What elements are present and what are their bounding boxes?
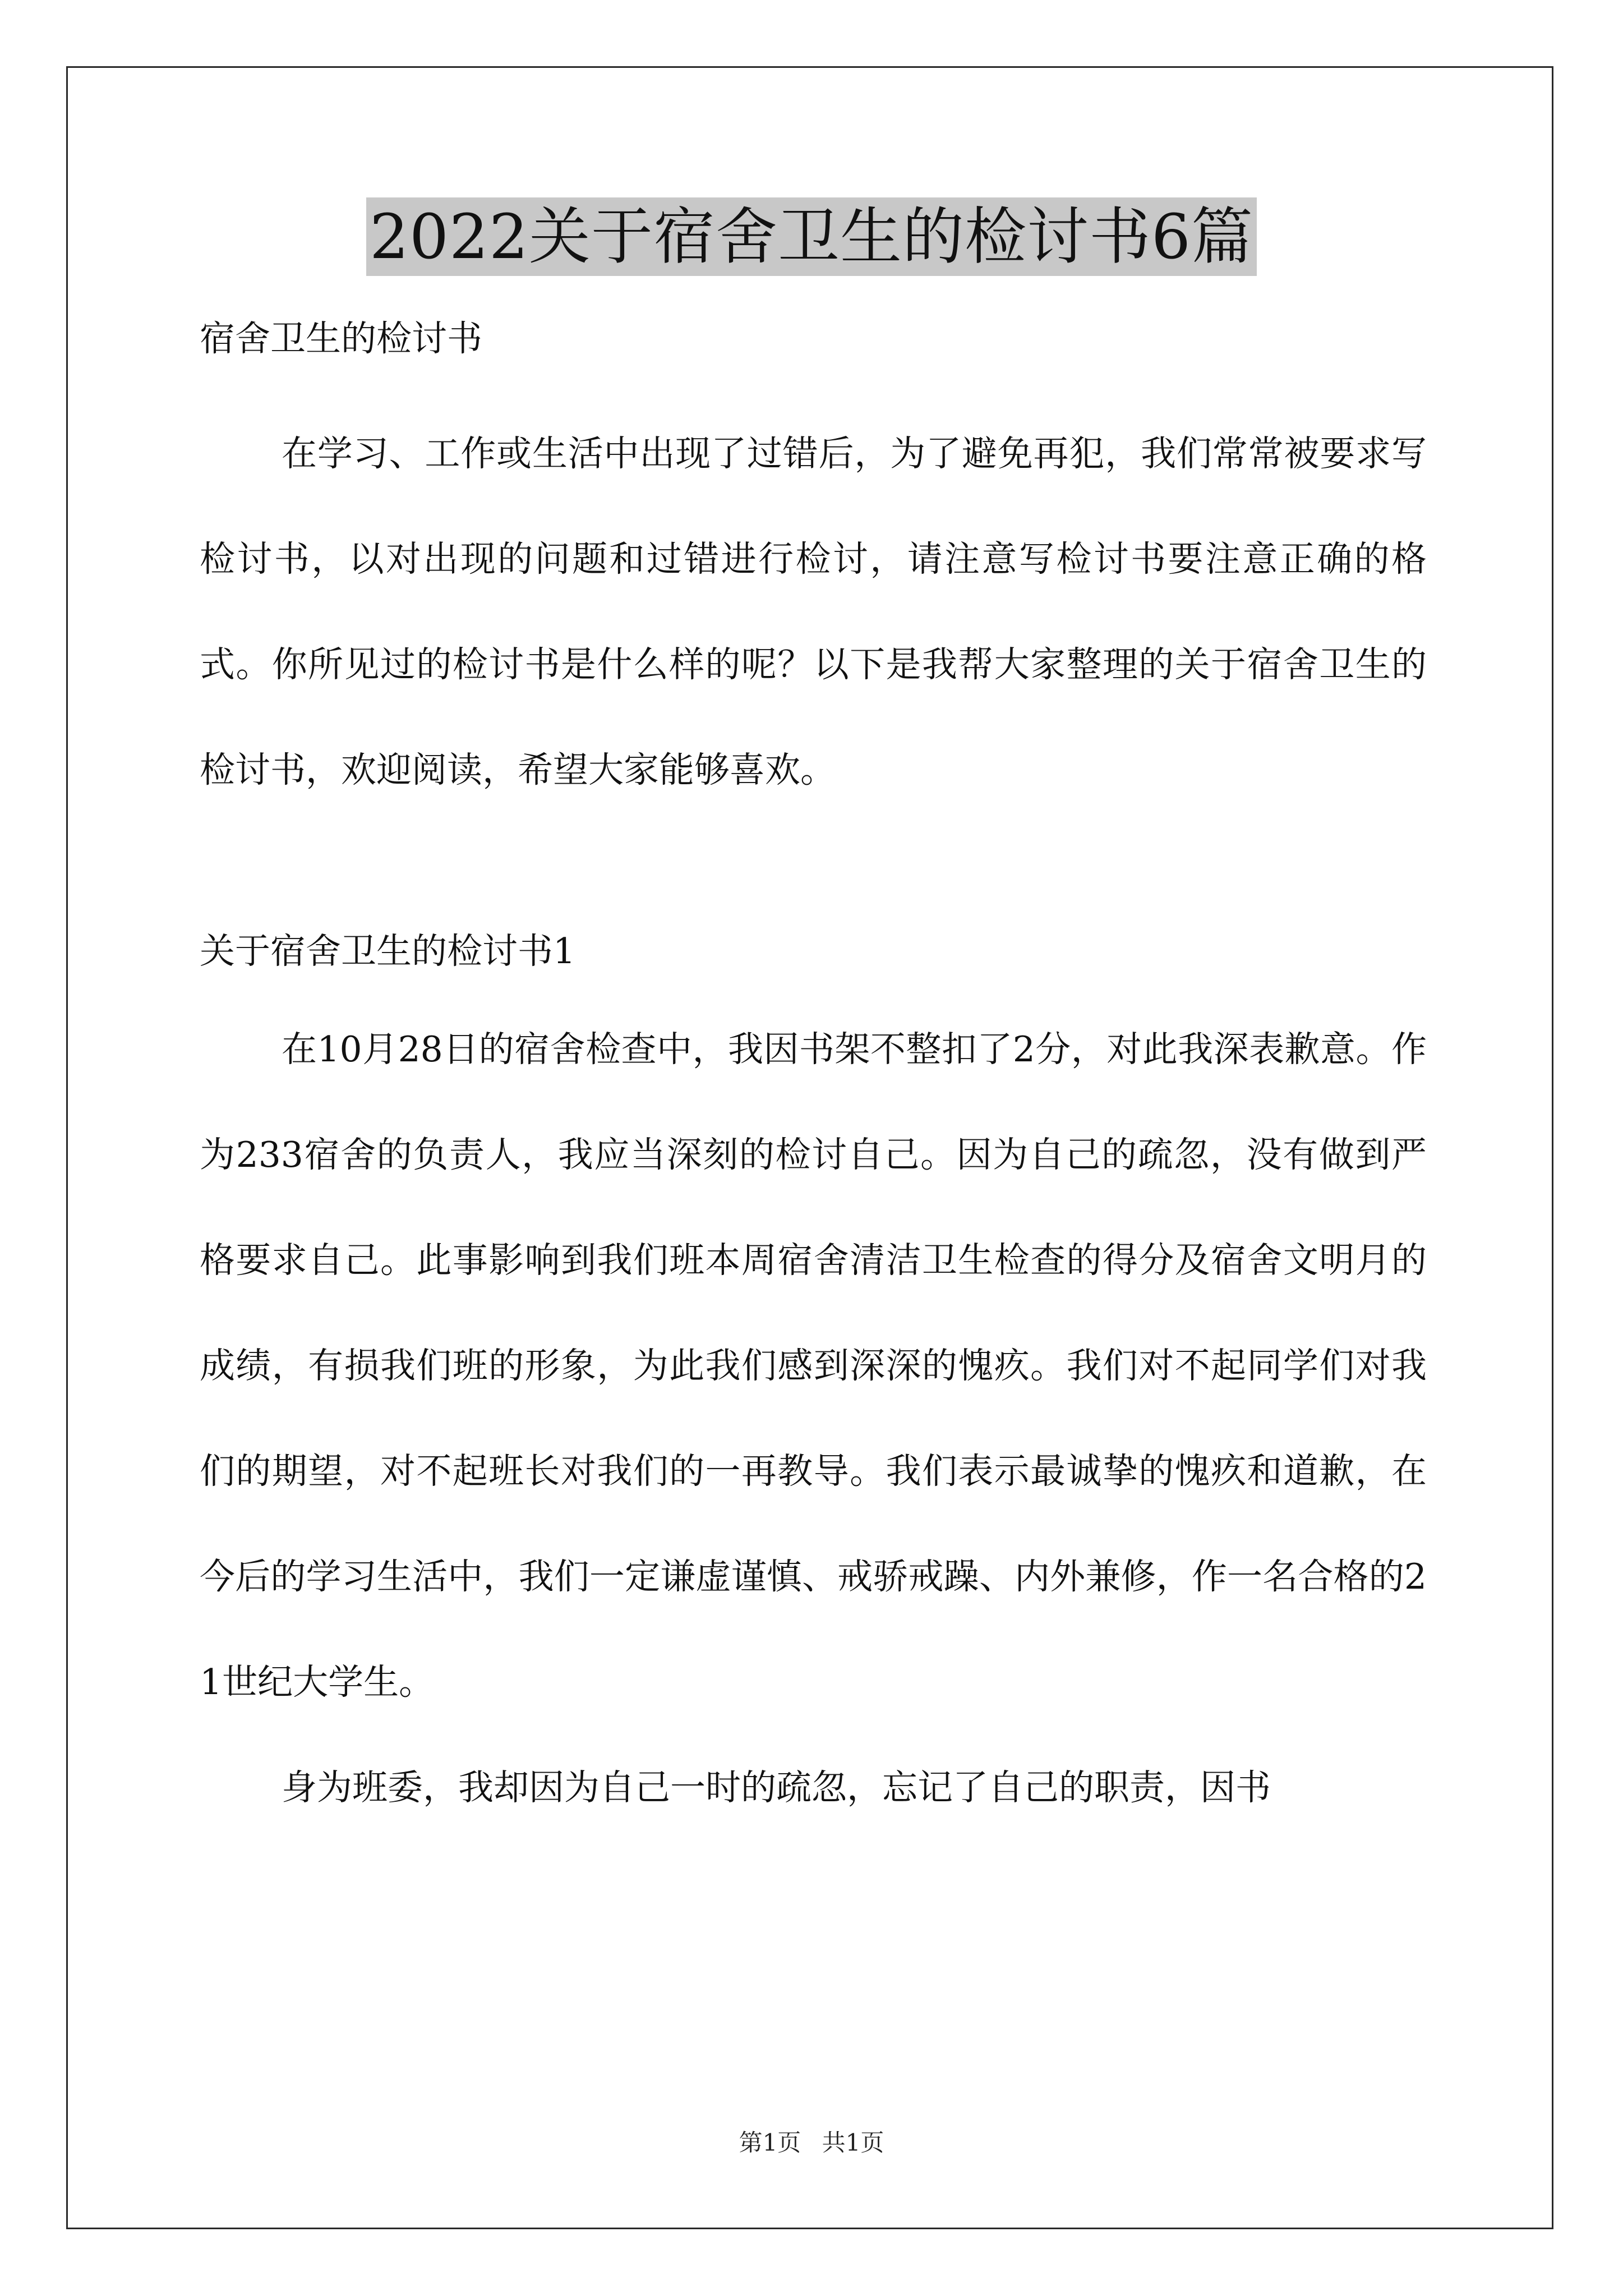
section-heading: 关于宿舍卫生的检讨书1	[200, 931, 576, 972]
page-footer	[0, 2126, 1623, 2160]
page-number: 第1页	[739, 2129, 801, 2156]
paragraph: 在学习、工作或生活中出现了过错后，为了避免再犯，我们常常被要求写检讨书，以对出现的问题和过错进行检讨，请注意写检讨书要注意正确的格式。你所见过的检讨书是什么样的呢？以下是我帮大家整理的关于宿舍卫生的检讨书，欢迎阅读，希望大家能够喜欢。	[200, 433, 1427, 790]
page-total: 共1页	[822, 2129, 884, 2156]
paragraph: 身为班委，我却因为自己一时的疏忽，忘记了自己的职责，因书	[282, 1767, 1271, 1808]
paragraph: 在10月28日的宿舍检查中，我因书架不整扣了2分，对此我深表歉意。作为233宿舍的负责人，我应当深刻的检讨自己。因为自己的疏忽，没有做到严格要求自己。此事影响到我们班本周宿舍清洁卫生检查的得分及宿舍文明月的成绩，有损我们班的形象，为此我们感到深深的愧疚。我们对不起同学们对我们的期望，对不起班长对我们的一再教导。我们表示最诚挚的愧疚和道歉，在今后的学习生活中，我们一定谦虚谨慎、戒骄戒躁、内外兼修，作一名合格的21世纪大学生。	[200, 1029, 1427, 1703]
document-title: 2022关于宿舍卫生的检讨书6篇	[366, 197, 1257, 276]
title-area	[0, 197, 1623, 276]
document-body	[200, 306, 1427, 1841]
section-heading: 宿舍卫生的检讨书	[200, 318, 482, 359]
